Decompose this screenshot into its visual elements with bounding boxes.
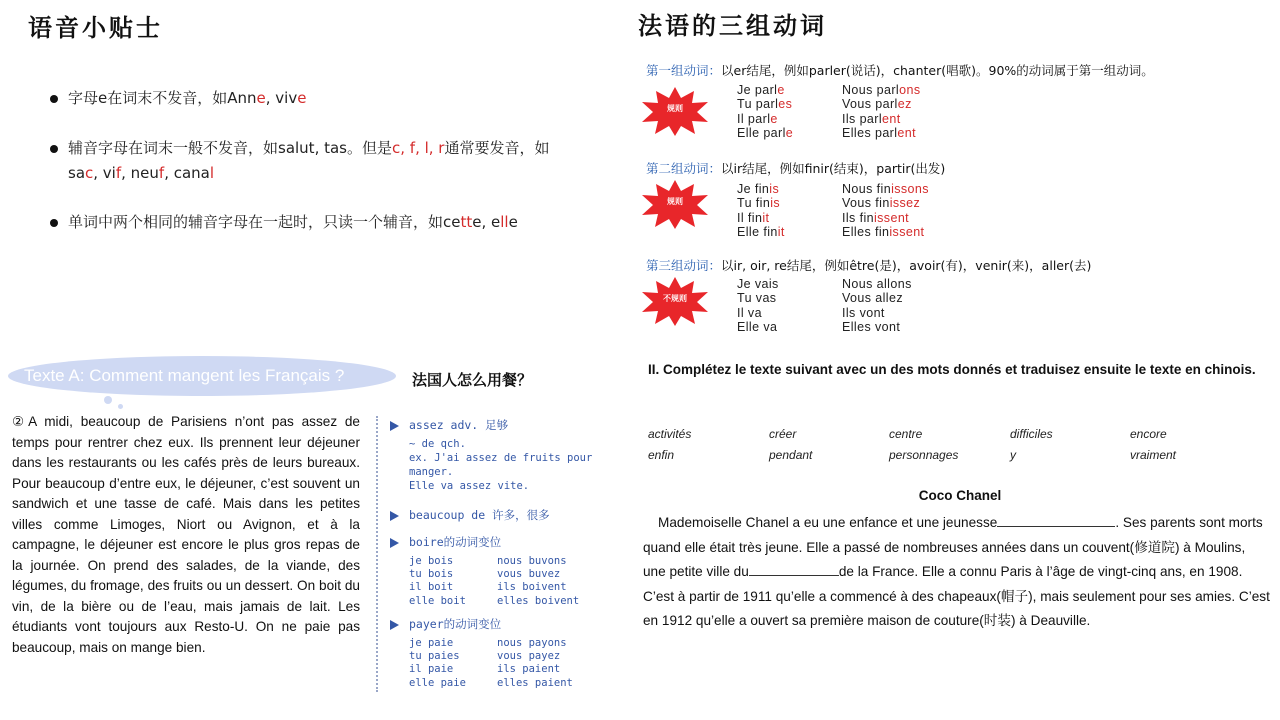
irregular-badge xyxy=(640,276,710,326)
bubble-dot xyxy=(104,396,112,404)
note-line: ~ de qch. xyxy=(409,438,466,450)
conj-line xyxy=(842,291,912,305)
conj-line: elle paie xyxy=(409,676,466,689)
highlight-text: e xyxy=(785,126,794,141)
plain-text: Ils fin xyxy=(842,210,874,225)
badge-label: 不规则 xyxy=(663,294,687,303)
triangle-icon xyxy=(390,421,399,431)
exercise-instruction: II. Complétez le texte suivant avec un des mots donnés et traduisez ensuite le texte en chinois. xyxy=(648,362,1256,377)
conj-line: je bois xyxy=(409,555,454,567)
plain-text: 通常要发音，如sa xyxy=(68,139,550,182)
conj-line: vous payez xyxy=(497,650,561,663)
group-3-singular xyxy=(737,277,779,335)
conj-line: ils boivent xyxy=(497,581,567,594)
conj-line: vous buvez xyxy=(497,568,561,581)
plain-text: Nous parl xyxy=(842,83,900,97)
highlight-text: f xyxy=(115,164,122,182)
plain-text: Nous fin xyxy=(842,182,892,196)
conj-line xyxy=(737,306,779,320)
conj-line: elles paient xyxy=(497,676,573,689)
plain-text: 单词中两个相同的辅音字母在一起时，只读一个辅音，如ce xyxy=(68,213,461,231)
note-line: ex. J'ai assez de fruits pour xyxy=(409,452,593,464)
conj-line xyxy=(842,182,929,196)
triangle-icon xyxy=(390,511,399,521)
plain-text: Ils parl xyxy=(842,111,883,126)
group-2-plural xyxy=(842,182,929,240)
plain-text: Elle parl xyxy=(737,126,786,141)
highlight-text: issez xyxy=(889,196,921,211)
group-label: 第一组动词： xyxy=(646,63,722,78)
highlight-text: issent xyxy=(889,225,925,240)
plain-text: e, e xyxy=(472,213,501,231)
plain-text: 辅音字母在词末一般不发音，如salut, tas。但是 xyxy=(68,139,392,157)
group-1-heading xyxy=(646,61,1154,79)
conj-line xyxy=(737,112,793,126)
text-a-title: Texte A: Comment mangent les Français ? xyxy=(24,366,345,385)
tip-item xyxy=(50,210,570,235)
conj-line xyxy=(842,211,929,225)
word-option: vraiment xyxy=(1130,448,1177,462)
conj-line xyxy=(737,83,793,97)
badge-label: 规则 xyxy=(667,104,683,113)
conj-line xyxy=(737,182,785,196)
highlight-text: it xyxy=(762,210,770,225)
tip-text xyxy=(50,210,570,235)
conj-line xyxy=(842,112,920,126)
conj-line xyxy=(737,291,779,305)
highlight-text: l xyxy=(209,164,215,182)
note-head: assez adv. 足够 xyxy=(409,418,509,432)
conj-line xyxy=(737,196,785,210)
group-2-heading xyxy=(646,159,945,177)
plain-text: Nous allons xyxy=(842,277,912,291)
bubble-dot xyxy=(118,404,123,409)
conj-line: tu bois xyxy=(409,568,454,581)
word-option: pendant xyxy=(769,448,813,462)
highlight-text: ez xyxy=(897,97,912,112)
conj-line xyxy=(842,225,929,239)
note-beaucoup xyxy=(390,507,550,523)
plain-text: Tu fin xyxy=(737,196,771,211)
highlight-text: e xyxy=(770,111,778,126)
conj-line xyxy=(842,306,912,320)
word-option: y xyxy=(1010,448,1016,462)
highlight-text: tt xyxy=(460,213,473,231)
plain-text: Elles parl xyxy=(842,126,898,141)
note-head: boire的动词变位 xyxy=(409,535,502,549)
plain-text: e xyxy=(508,213,518,231)
word-option: difficiles xyxy=(1010,427,1053,441)
rule-badge xyxy=(640,179,710,229)
plain-text: Elles vont xyxy=(842,320,901,335)
plain-text: , neu xyxy=(121,164,159,182)
conj-line: elle boit xyxy=(409,594,466,607)
highlight-text: issent xyxy=(873,210,910,225)
conj-line xyxy=(842,196,929,210)
story-text: . Ses parents sont morts quand elle était très jeune. Elle a passé de nombreuses années dans un couvent(修道院) à Moulins, une petite ville du xyxy=(643,515,1263,579)
group-label: 第三组动词： xyxy=(646,258,722,273)
tip-item xyxy=(50,136,570,186)
word-option: enfin xyxy=(648,448,675,462)
word-option: encore xyxy=(1130,427,1167,441)
bullet-icon xyxy=(50,219,58,227)
highlight-text: ent xyxy=(882,111,901,126)
word-option: personnages xyxy=(889,448,959,462)
conj-line: elles boivent xyxy=(497,594,580,607)
highlight-text: e xyxy=(297,89,307,107)
group-desc: 以ir, oir, re结尾，例如être(是)，avoir(有)，venir(来)，aller(去) xyxy=(721,258,1092,273)
plain-text: Elle fin xyxy=(737,225,778,240)
conj-line: tu paies xyxy=(409,650,460,663)
payer-conj-left xyxy=(409,637,466,690)
plain-text: Je parl xyxy=(737,83,778,97)
triangle-icon xyxy=(390,620,399,630)
fill-blank[interactable] xyxy=(749,564,839,576)
conj-line: il paie xyxy=(409,663,454,676)
conj-line: nous buvons xyxy=(497,555,567,567)
plain-text: Elles fin xyxy=(842,225,890,240)
plain-text: Il fin xyxy=(737,210,763,225)
note-line: manger. xyxy=(409,466,454,478)
plain-text: Il va xyxy=(737,305,762,320)
story-text: de la France. Elle a connu Paris à l’âge de vingt-cinq ans, en 1908. C’est à partir de 1911 qu’elle a commencé à des chapeaux(帽子), mais seulement pour ses amies. C’est en 1912 qu’elle a ouvert sa première maison de couture(时装) à Deauville. xyxy=(643,564,1270,628)
plain-text: Il parl xyxy=(737,111,771,126)
plain-text: 字母e在词末不发音，如Ann xyxy=(68,89,257,107)
group-desc: 以ir结尾，例如finir(结束)，partir(出发) xyxy=(721,161,946,176)
story-title: Coco Chanel xyxy=(918,488,1002,503)
boire-conj-right xyxy=(497,555,579,608)
highlight-text: e xyxy=(777,83,785,97)
bullet-icon xyxy=(50,145,58,153)
conj-line xyxy=(737,211,785,225)
highlight-text: is xyxy=(769,182,780,196)
conj-line xyxy=(737,126,793,140)
tip-text xyxy=(50,136,570,186)
highlight-text: ons xyxy=(899,83,921,97)
conj-line xyxy=(737,97,793,111)
conj-line xyxy=(737,225,785,239)
plain-text: , cana xyxy=(164,164,210,182)
group-1-plural xyxy=(842,83,920,141)
group-1-singular xyxy=(737,83,793,141)
conj-line: ils paient xyxy=(497,663,561,676)
rule-badge xyxy=(640,86,710,136)
badge-label: 规则 xyxy=(667,197,683,206)
text-a-body: ②A midi, beaucoup de Parisiens n’ont pas assez de temps pour rentrer chez eux. Ils prennent leur déjeuner dans les restaurants ou les cafés près de leurs bureaux. Pour beaucoup d’entre eux, le déjeuner, c’est souvent un sandwich et une tasse de café. Mais dans les petites villes comme Limoges, Niort ou Avignon, et à la campagne, le déjeuner est encore le plus gros repas de la journée. On prend des salades, de la viande, des légumes, du fromage, des fruits ou un dessert. On boit du vin, de la bière ou de l’eau, mais jamais de lait. Les étudiants vont toujours aux Resto-U. On ne paie pas beaucoup, mais on mange bien. xyxy=(12,414,360,655)
triangle-icon xyxy=(390,538,399,548)
boire-conj-left xyxy=(409,555,466,608)
conj-line xyxy=(842,320,912,334)
highlight-text: es xyxy=(778,97,793,112)
note-line: Elle va assez vite. xyxy=(409,480,530,492)
group-2-singular xyxy=(737,182,785,240)
conj-line xyxy=(842,97,920,111)
dotted-divider xyxy=(376,416,378,692)
plain-text: , viv xyxy=(265,89,298,107)
conj-line xyxy=(842,126,920,140)
conj-line xyxy=(842,83,920,97)
conj-line xyxy=(842,277,912,291)
payer-conj-right xyxy=(497,637,573,690)
plain-text: Je fin xyxy=(737,182,770,196)
group-label: 第二组动词： xyxy=(646,161,722,176)
highlight-text: ent xyxy=(897,126,916,141)
story-text: Mademoiselle Chanel a eu une enfance et une jeunesse xyxy=(658,515,998,530)
plain-text: Ils vont xyxy=(842,305,885,320)
tip-text xyxy=(50,86,570,111)
tip-item xyxy=(50,86,570,111)
verbs-title: 法语的三组动词 xyxy=(638,12,827,40)
highlight-text: ll xyxy=(500,213,509,231)
group-3-heading xyxy=(646,256,1091,274)
word-option: centre xyxy=(889,427,923,441)
group-3-plural xyxy=(842,277,912,335)
story-body xyxy=(643,511,1271,634)
highlight-text: it xyxy=(777,225,785,240)
note-head: beaucoup de 许多，很多 xyxy=(409,508,550,522)
bullet-icon xyxy=(50,95,58,103)
plain-text: Vous parl xyxy=(842,97,898,112)
note-payer xyxy=(390,616,501,632)
note-boire xyxy=(390,534,501,550)
conj-line xyxy=(737,277,779,291)
plain-text: Vous fin xyxy=(842,196,890,211)
fill-blank[interactable] xyxy=(997,515,1115,527)
conj-line xyxy=(737,320,779,334)
highlight-text: f xyxy=(158,164,165,182)
note-head: payer的动词变位 xyxy=(409,617,502,631)
highlight-text: c, f, l, r xyxy=(392,139,445,157)
conj-line: il boit xyxy=(409,581,454,594)
highlight-text: issons xyxy=(891,182,929,196)
highlight-text: is xyxy=(770,196,781,211)
group-desc: 以er结尾，例如parler(说话)，chanter(唱歌)。90%的动词属于第一组动词。 xyxy=(721,63,1154,78)
word-option: activités xyxy=(648,427,692,441)
plain-text: Tu vas xyxy=(737,291,777,306)
plain-text: Je vais xyxy=(737,277,779,291)
tips-title: 语音小贴士 xyxy=(28,14,163,42)
conj-line: nous payons xyxy=(497,637,567,649)
conj-line: je paie xyxy=(409,637,454,649)
note-assez xyxy=(390,417,592,493)
plain-text: Tu parl xyxy=(737,97,779,112)
plain-text: , vi xyxy=(93,164,116,182)
word-option: créer xyxy=(769,427,797,441)
highlight-text: c xyxy=(85,164,94,182)
plain-text: Vous allez xyxy=(842,291,903,306)
plain-text: Elle va xyxy=(737,320,778,335)
highlight-text: e xyxy=(256,89,266,107)
text-a-chinese-title: 法国人怎么用餐？ xyxy=(412,371,533,389)
